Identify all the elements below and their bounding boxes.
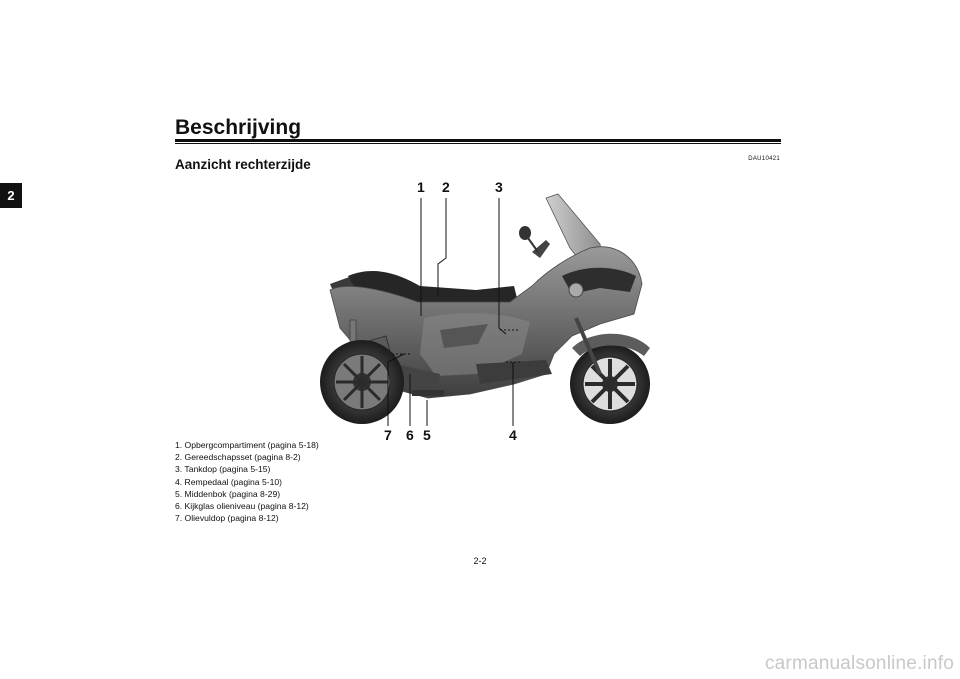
chapter-tab: 2	[0, 183, 22, 208]
scooter-illustration	[300, 178, 660, 440]
callout-2: 2	[442, 179, 450, 195]
legend-item: 7. Olievuldop (pagina 8-12)	[175, 513, 279, 524]
callout-4: 4	[509, 427, 517, 440]
rear-wheel	[320, 340, 404, 424]
callout-6: 6	[406, 427, 414, 440]
page-title: Beschrijving	[175, 116, 302, 139]
legend-item: 6. Kijkglas olieniveau (pagina 8-12)	[175, 501, 309, 512]
legend-item: 2. Gereedschapsset (pagina 8-2)	[175, 452, 301, 463]
parts-legend	[175, 439, 319, 524]
legend-item: 4. Rempedaal (pagina 5-10)	[175, 476, 283, 487]
front-wheel	[570, 344, 650, 424]
callout-1: 1	[417, 179, 425, 195]
callout-7: 7	[384, 427, 392, 440]
section-subtitle: Aanzicht rechterzijde	[175, 157, 311, 172]
watermark: carmanualsonline.info	[764, 653, 954, 674]
legend-item: 5. Middenbok (pagina 8-29)	[175, 488, 281, 499]
legend-item: 1. Opbergcompartiment (pagina 5-18)	[175, 440, 319, 450]
callout-5: 5	[423, 427, 431, 440]
legend-item: 3. Tankdop (pagina 5-15)	[175, 464, 271, 475]
section-code: DAU10421	[748, 156, 780, 162]
title-rule-thick	[175, 139, 781, 142]
page-number: 2-2	[473, 556, 487, 566]
callout-3: 3	[495, 179, 503, 195]
title-rule-thin	[175, 143, 781, 144]
